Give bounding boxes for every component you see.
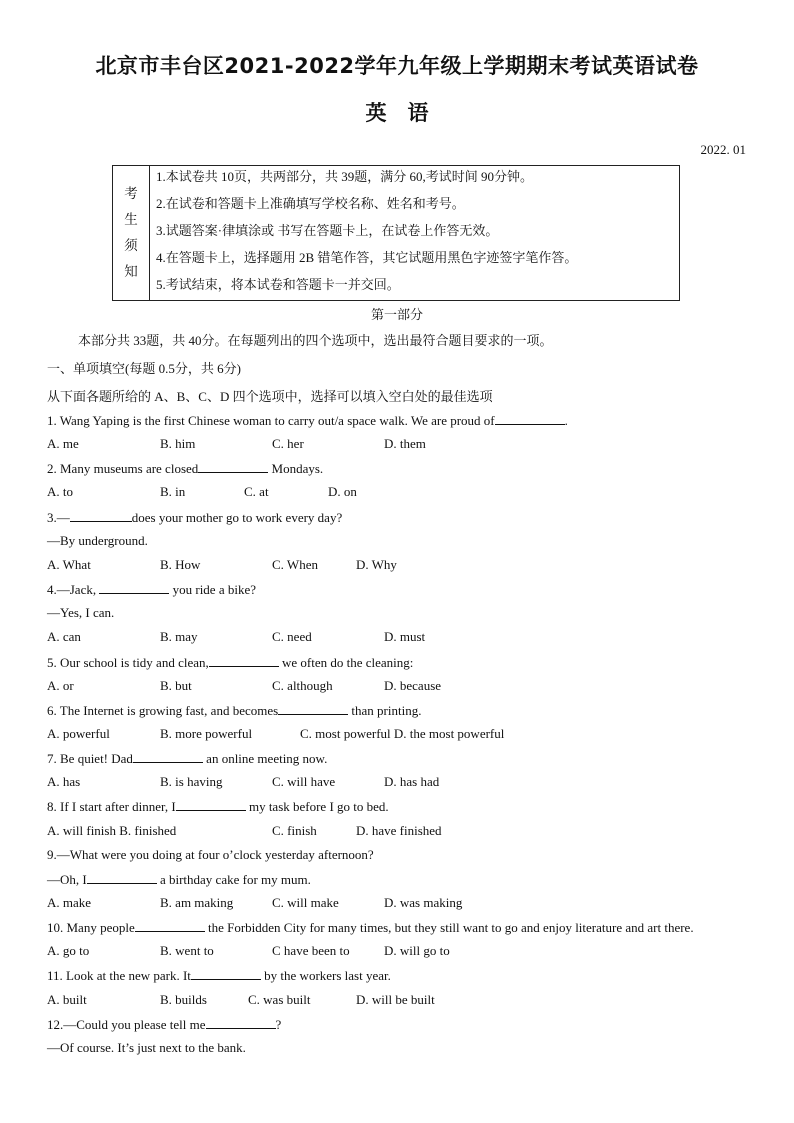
question-stem: 5. Our school is tidy and clean, we often do the cleaning:: [47, 655, 414, 670]
option-c: C have been to: [272, 943, 350, 958]
option-d: D. will go to: [384, 943, 450, 958]
option-c-d: C. most powerful D. the most powerful: [300, 726, 505, 741]
option-d: D. Why: [356, 557, 397, 572]
answer-blank: [191, 967, 261, 980]
option-a: A. has: [47, 774, 81, 789]
option-b: B. but: [160, 678, 192, 693]
question-stem: 8. If I start after dinner, I my task before I go to bed.: [47, 799, 389, 814]
option-b: B. is having: [160, 774, 223, 789]
option-d: D. them: [384, 436, 426, 451]
option-c: C. finish: [272, 823, 317, 838]
option-a: A. make: [47, 895, 92, 910]
exam-title: 北京市丰台区2021-2022学年九年级上学期期末考试英语试卷: [95, 54, 699, 78]
option-c: C. was built: [248, 992, 311, 1007]
option-b: B. How: [160, 557, 201, 572]
option-a: A. me: [47, 436, 79, 451]
option-d: D. was making: [384, 895, 463, 910]
question-stem: 3.— does your mother go to work every day?: [47, 510, 343, 525]
question-reply: —By underground.: [47, 533, 148, 548]
answer-blank: [99, 581, 169, 594]
answer-blank: [278, 702, 348, 715]
option-a-b: A. will finish B. finished: [47, 823, 177, 838]
option-d: D. will be built: [356, 992, 435, 1007]
notice-item: 5.考试结束，将本试卷和答题卡一并交回。: [156, 277, 400, 292]
question-stem: 11. Look at the new park. It by the workers last year.: [47, 968, 391, 983]
answer-blank: [135, 919, 205, 932]
notice-label-char: 考: [124, 186, 138, 201]
option-d: D. have finished: [356, 823, 442, 838]
option-a: A. What: [47, 557, 91, 572]
section-title: 一、单项填空(每题 0.5分，共 6分): [47, 361, 241, 376]
answer-blank: [209, 654, 279, 667]
option-a: A. can: [47, 629, 81, 644]
notice-label-char: 生: [124, 212, 138, 227]
section-instruction: 从下面各题所给的 A、B、C、D 四个选项中，选择可以填入空白处的最佳选项: [47, 389, 493, 404]
option-d: D. must: [384, 629, 426, 644]
notice-item: 4.在答题卡上，选择题用 2B 错笔作答，其它试题用黑色字迹签字笔作答。: [156, 250, 578, 265]
question-stem: 7. Be quiet! Dad an online meeting now.: [47, 751, 328, 766]
option-d: D. has had: [384, 774, 440, 789]
option-a: A. built: [47, 992, 87, 1007]
option-b: B. in: [160, 484, 186, 499]
notice-label: [113, 166, 150, 300]
question-reply: —Oh, I a birthday cake for my mum.: [47, 872, 311, 887]
question-stem: 2. Many museums are closed Mondays.: [47, 461, 324, 476]
option-a: A. or: [47, 678, 74, 693]
question-reply: —Of course. It’s just next to the bank.: [47, 1040, 246, 1055]
option-b: B. am making: [160, 895, 234, 910]
part-heading: 第一部分: [370, 307, 423, 322]
question-stem: 6. The Internet is growing fast, and becomes than printing.: [47, 703, 422, 718]
question-stem: 10. Many people the Forbidden City for many times, but they still want to go and enjoy literature and art there.: [47, 920, 694, 935]
option-a: A. go to: [47, 943, 90, 958]
question-reply: —Yes, I can.: [47, 605, 115, 620]
question-stem: 4.—Jack, you ride a bike?: [47, 582, 256, 597]
subject-title: 英 语: [365, 101, 429, 125]
answer-blank: [176, 798, 246, 811]
notice-label-char: 须: [124, 238, 138, 253]
option-a: A. powerful: [47, 726, 110, 741]
option-c: C. When: [272, 557, 318, 572]
option-c: C. need: [272, 629, 312, 644]
answer-blank: [70, 509, 132, 522]
answer-blank: [495, 412, 565, 425]
answer-blank: [206, 1016, 276, 1029]
notice-item: 3.试题答案·律填涂或 书写在答题卡上，在试卷上作答无效。: [156, 223, 499, 238]
option-b: B. him: [160, 436, 196, 451]
option-b: B. went to: [160, 943, 214, 958]
notice-items: [150, 166, 679, 300]
option-c: C. will have: [272, 774, 336, 789]
question-stem: 1. Wang Yaping is the first Chinese woman to carry out/a space walk. We are proud of .: [47, 413, 568, 428]
option-b: B. more powerful: [160, 726, 253, 741]
answer-blank: [133, 750, 203, 763]
option-b: B. may: [160, 629, 198, 644]
exam-date: 2022. 01: [700, 142, 746, 157]
answer-blank: [198, 460, 268, 473]
notice-box: [112, 165, 680, 301]
option-c: C. although: [272, 678, 333, 693]
option-c: C. at: [244, 484, 269, 499]
option-a: A. to: [47, 484, 73, 499]
option-c: C. her: [272, 436, 304, 451]
part-intro: 本部分共 33题，共 40分。在每题列出的四个选项中，选出最符合题目要求的一项。: [78, 333, 553, 348]
option-d: D. on: [328, 484, 357, 499]
answer-blank: [87, 871, 157, 884]
option-c: C. will make: [272, 895, 339, 910]
notice-label-char: 知: [124, 264, 138, 279]
option-d: D. because: [384, 678, 442, 693]
option-b: B. builds: [160, 992, 207, 1007]
question-stem: 9.—What were you doing at four o’clock yesterday afternoon?: [47, 847, 374, 862]
question-stem: 12.—Could you please tell me ?: [47, 1017, 282, 1032]
notice-item: 1.本试卷共 10页，共两部分，共 39题，满分 60,考试时间 90分钟。: [156, 169, 534, 184]
notice-item: 2.在试卷和答题卡上准确填写学校名称、姓名和考号。: [156, 196, 465, 211]
